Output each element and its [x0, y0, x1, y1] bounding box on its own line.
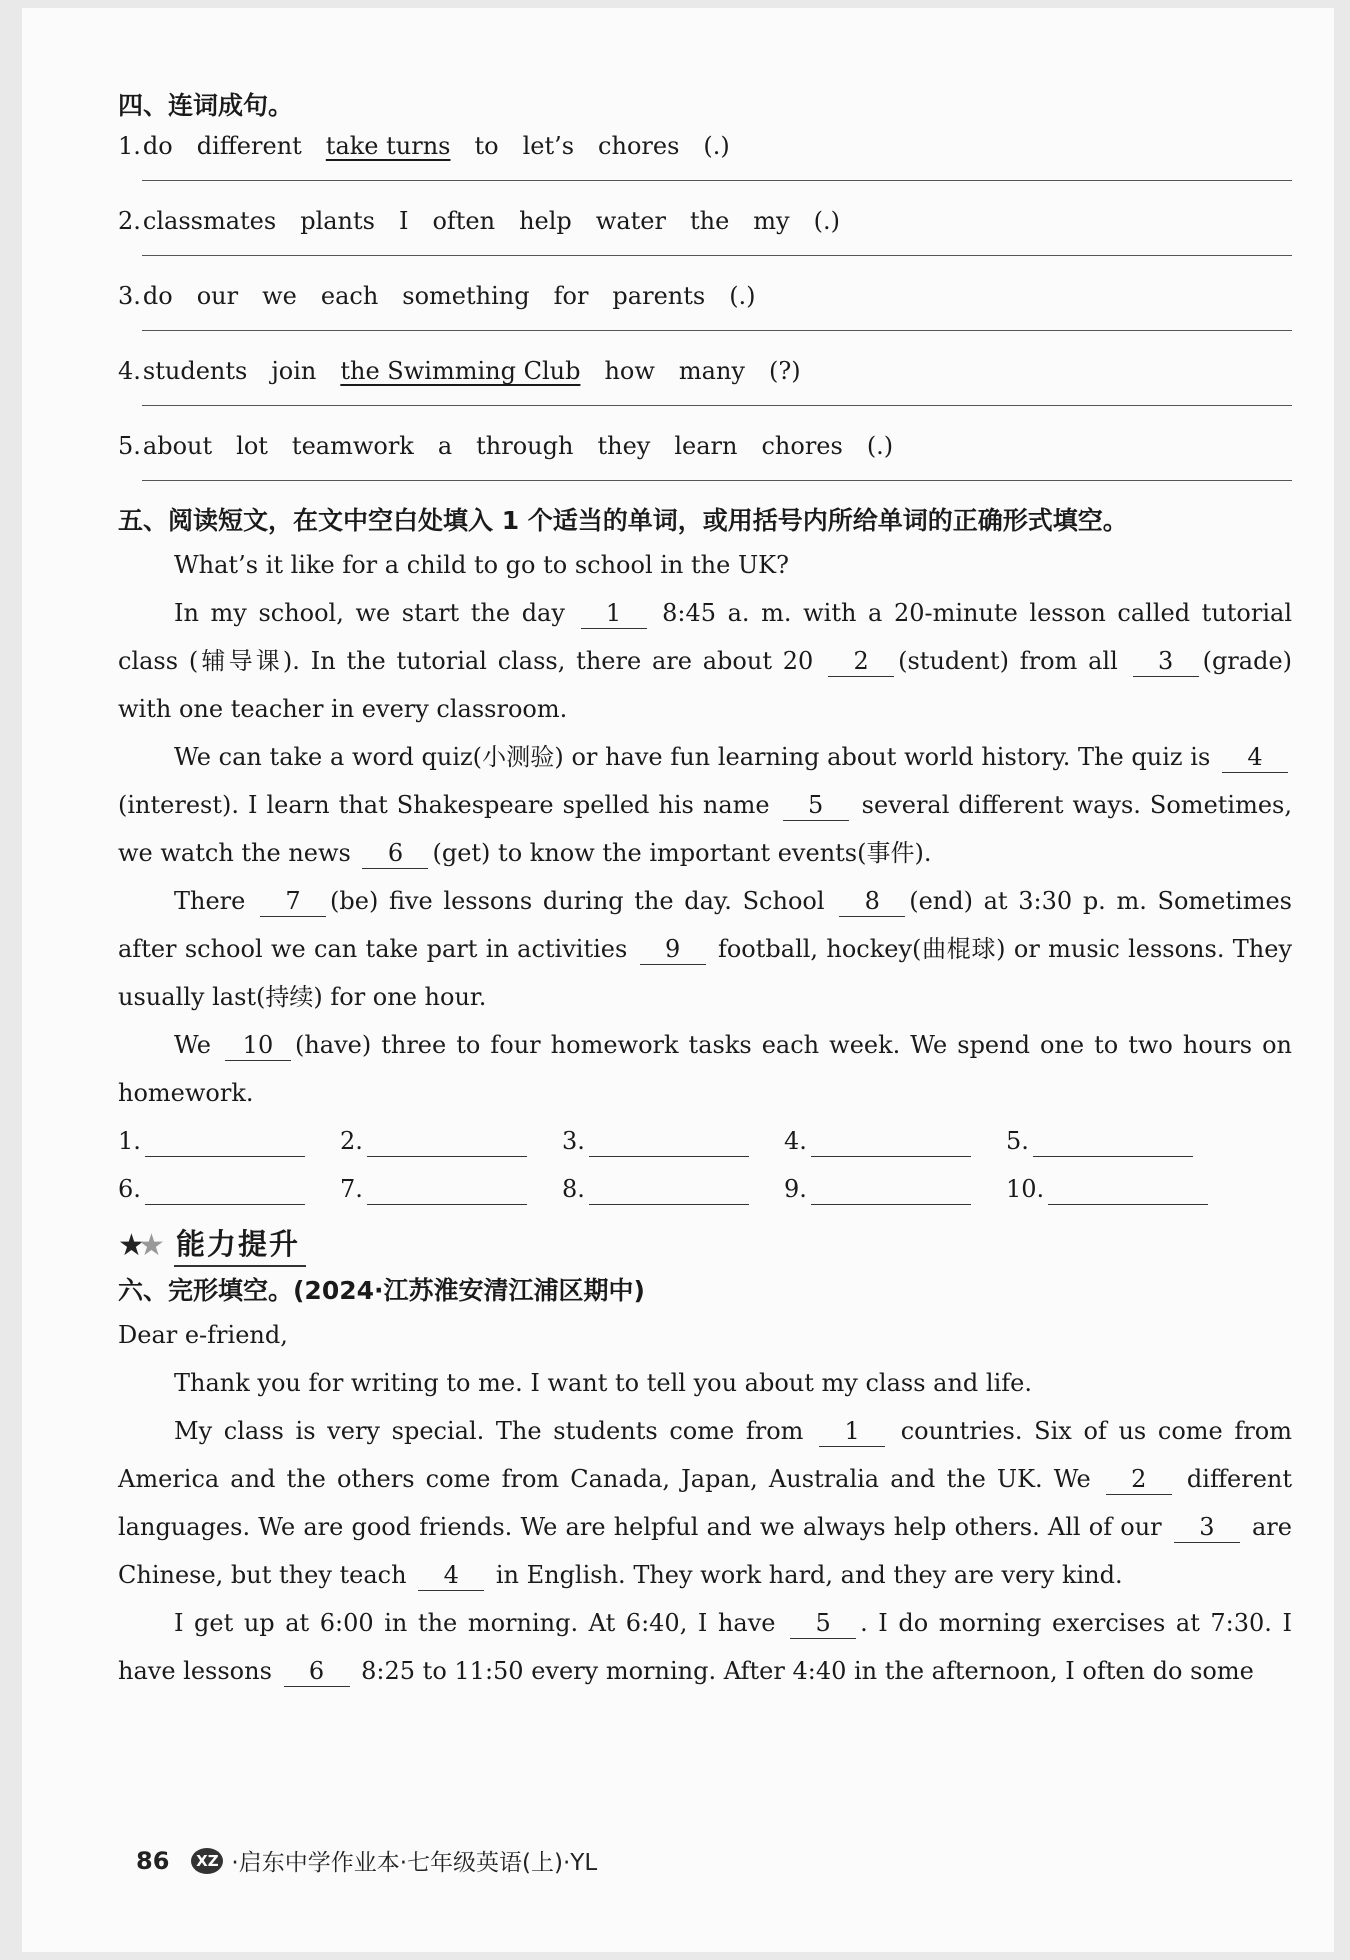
blank-8[interactable]: 8	[839, 886, 905, 917]
answer-slot	[118, 1117, 340, 1165]
word-chip: (?)	[768, 357, 801, 385]
answer-field[interactable]	[1048, 1174, 1208, 1205]
answer-slot	[784, 1117, 1006, 1165]
answer-label: 4.	[784, 1127, 807, 1155]
section-6-passage	[118, 1359, 1292, 1695]
answer-field[interactable]	[811, 1126, 971, 1157]
word-chip: chores	[598, 132, 680, 160]
section-4-items	[118, 126, 1292, 481]
reorder-question	[118, 276, 1292, 316]
section-5-answer-grid	[118, 1117, 1292, 1213]
passage-text: (have) three to four homework tasks each week. We spend one to two hours on homework.	[118, 1031, 1292, 1107]
passage-text: In my school, we start the day	[174, 599, 577, 627]
word-chip: learn	[674, 432, 738, 460]
page-number: 86	[136, 1846, 170, 1875]
section-6	[118, 1271, 1292, 1695]
answer-field[interactable]	[367, 1126, 527, 1157]
answer-slot	[562, 1117, 784, 1165]
worksheet-page	[22, 8, 1334, 1952]
section-5-heading: 五、阅读短文，在文中空白处填入 1 个适当的单词，或用括号内所给单词的正确形式填空。	[118, 506, 1128, 535]
answer-label: 3.	[562, 1127, 585, 1155]
answer-slot	[340, 1165, 562, 1213]
blank-10[interactable]: 10	[225, 1030, 291, 1061]
word-chip: the Swimming Club	[340, 357, 581, 385]
answer-line[interactable]	[142, 330, 1292, 331]
publisher-logo: XZ	[191, 1848, 223, 1874]
section-5	[118, 501, 1292, 1213]
word-chip: about	[142, 432, 213, 460]
answer-label: 7.	[340, 1175, 363, 1203]
word-chip: to	[474, 132, 499, 160]
book-title: ·启东中学作业本·七年级英语(上)·YL	[231, 1850, 598, 1876]
blank-3[interactable]: 3	[1133, 646, 1199, 677]
passage-text: (grade) with one teacher in every classroom.	[118, 647, 1293, 723]
passage-text: 8:25 to 11:50 every morning. After 4:40 in the afternoon, I often do some	[353, 1657, 1254, 1685]
passage-text: There	[174, 887, 257, 915]
word-chip: many	[678, 357, 745, 385]
section-5-passage	[118, 541, 1292, 1117]
answer-line[interactable]	[142, 180, 1292, 181]
word-chip: something	[402, 282, 530, 310]
answer-line[interactable]	[142, 255, 1292, 256]
word-chip: let’s	[522, 132, 575, 160]
word-chip: parents	[612, 282, 706, 310]
word-chip: often	[432, 207, 496, 235]
stars-icon: ★ ★	[118, 1228, 165, 1263]
reorder-question	[118, 351, 1292, 391]
passage-text: We can take a word quiz(小测验) or have fun learning about world history. The quiz is	[174, 743, 1218, 771]
word-chip: we	[262, 282, 297, 310]
word-chip: (.)	[813, 207, 840, 235]
blank-6[interactable]: 6	[284, 1656, 350, 1687]
word-chip: different	[196, 132, 302, 160]
passage-text: My class is very special. The students come from	[174, 1417, 816, 1445]
answer-label: 8.	[562, 1175, 585, 1203]
answer-label: 5.	[1006, 1127, 1029, 1155]
passage-text: What’s it like for a child to go to school in the UK?	[174, 551, 789, 579]
word-chip: for	[553, 282, 589, 310]
passage-paragraph	[118, 733, 1292, 877]
word-chip: they	[597, 432, 651, 460]
word-chip: (.)	[703, 132, 730, 160]
answer-slot	[1006, 1165, 1228, 1213]
passage-text: different languages. We are good friends. We are helpful and we always help others. All of our	[118, 1465, 1292, 1541]
question-number: 3.	[118, 282, 141, 310]
question-number: 1.	[118, 132, 141, 160]
blank-4[interactable]: 4	[418, 1560, 484, 1591]
passage-text: We	[174, 1031, 221, 1059]
page-footer	[136, 1844, 597, 1877]
answer-line[interactable]	[142, 480, 1292, 481]
answer-label: 2.	[340, 1127, 363, 1155]
ability-banner	[118, 1217, 1292, 1271]
word-chip: do	[142, 282, 173, 310]
passage-text: in English. They work hard, and they are very kind.	[488, 1561, 1123, 1589]
word-chip: the	[689, 207, 730, 235]
passage-text: (end) at 3:30 p. m. Sometimes after school we can take part in activities	[118, 887, 1292, 963]
word-chip: take turns	[325, 132, 451, 160]
blank-5[interactable]: 5	[790, 1608, 856, 1639]
answer-field[interactable]	[589, 1126, 749, 1157]
passage-text: 8:45 a. m. with a 20-minute lesson called tutorial class (辅导课). In the tutorial class, there are about 20	[118, 599, 1293, 675]
answer-slot	[784, 1165, 1006, 1213]
page-content	[118, 86, 1292, 1695]
word-chip: classmates	[142, 207, 277, 235]
word-chip: water	[595, 207, 666, 235]
passage-text: I get up at 6:00 in the morning. At 6:40, I have	[174, 1609, 787, 1637]
section-4	[118, 86, 1292, 481]
letter-greeting: Dear e-friend,	[118, 1321, 288, 1349]
blank-1[interactable]: 1	[581, 598, 647, 629]
question-number: 5.	[118, 432, 141, 460]
passage-paragraph	[118, 877, 1292, 1021]
passage-text: (interest). I learn that Shakespeare spelled his name	[118, 791, 779, 819]
blank-2[interactable]: 2	[1106, 1464, 1172, 1495]
answer-slot	[562, 1165, 784, 1213]
question-number: 2.	[118, 207, 141, 235]
answer-label: 10.	[1006, 1175, 1045, 1203]
answer-slot	[1006, 1117, 1228, 1165]
passage-text: several different ways. Sometimes, we watch the news	[118, 791, 1292, 867]
blank-5[interactable]: 5	[783, 790, 849, 821]
blank-7[interactable]: 7	[260, 886, 326, 917]
blank-2[interactable]: 2	[828, 646, 894, 677]
word-chip: how	[604, 357, 655, 385]
word-chip: help	[519, 207, 572, 235]
word-chip: my	[753, 207, 790, 235]
reorder-question	[118, 126, 1292, 166]
answer-label: 9.	[784, 1175, 807, 1203]
answer-label: 6.	[118, 1175, 141, 1203]
passage-paragraph	[118, 1407, 1292, 1599]
answer-field[interactable]	[811, 1174, 971, 1205]
blank-4[interactable]: 4	[1222, 742, 1288, 773]
passage-paragraph	[118, 541, 1292, 589]
passage-text: . I do morning exercises at 7:30. I have lessons	[118, 1609, 1292, 1685]
passage-text: (get) to know the important events(事件).	[432, 839, 932, 867]
passage-text: football, hockey(曲棍球) or music lessons. They usually last(持续) for one hour.	[118, 935, 1293, 1011]
passage-text: (student) from all	[898, 647, 1129, 675]
reorder-question	[118, 201, 1292, 241]
blank-3[interactable]: 3	[1174, 1512, 1240, 1543]
word-chip: each	[320, 282, 379, 310]
blank-9[interactable]: 9	[640, 934, 706, 965]
passage-paragraph	[118, 1021, 1292, 1117]
passage-text: are Chinese, but they teach	[118, 1513, 1292, 1589]
answer-field[interactable]	[145, 1174, 305, 1205]
passage-paragraph	[118, 589, 1292, 733]
passage-text: Thank you for writing to me. I want to tell you about my class and life.	[174, 1369, 1032, 1397]
word-chip: do	[142, 132, 173, 160]
passage-paragraph	[118, 1599, 1292, 1695]
word-chip: I	[398, 207, 409, 235]
word-chip: (.)	[729, 282, 756, 310]
section-6-heading: 六、完形填空。(2024·江苏淮安清江浦区期中)	[118, 1276, 645, 1305]
answer-field[interactable]	[1033, 1126, 1193, 1157]
word-chip: plants	[300, 207, 375, 235]
passage-text: countries. Six of us come from America and the others come from Canada, Japan, Australia and the UK. We	[118, 1417, 1292, 1493]
word-chip: a	[437, 432, 453, 460]
section-4-heading: 四、连词成句。	[118, 91, 294, 120]
blank-6[interactable]: 6	[362, 838, 428, 869]
question-number: 4.	[118, 357, 141, 385]
answer-slot	[118, 1165, 340, 1213]
answer-field[interactable]	[367, 1174, 527, 1205]
word-chip: lot	[236, 432, 268, 460]
word-chip: through	[476, 432, 574, 460]
word-chip: teamwork	[291, 432, 414, 460]
answer-field[interactable]	[145, 1126, 305, 1157]
reorder-question	[118, 426, 1292, 466]
answer-slot	[340, 1117, 562, 1165]
answer-line[interactable]	[142, 405, 1292, 406]
word-chip: join	[271, 357, 317, 385]
word-chip: our	[196, 282, 239, 310]
word-chip: (.)	[866, 432, 894, 460]
blank-1[interactable]: 1	[819, 1416, 885, 1447]
answer-label: 1.	[118, 1127, 141, 1155]
word-chip: chores	[761, 432, 843, 460]
word-chip: students	[142, 357, 248, 385]
ability-title: 能力提升	[174, 1222, 306, 1267]
passage-paragraph	[118, 1359, 1292, 1407]
answer-field[interactable]	[589, 1174, 749, 1205]
passage-text: (be) five lessons during the day. School	[330, 887, 836, 915]
